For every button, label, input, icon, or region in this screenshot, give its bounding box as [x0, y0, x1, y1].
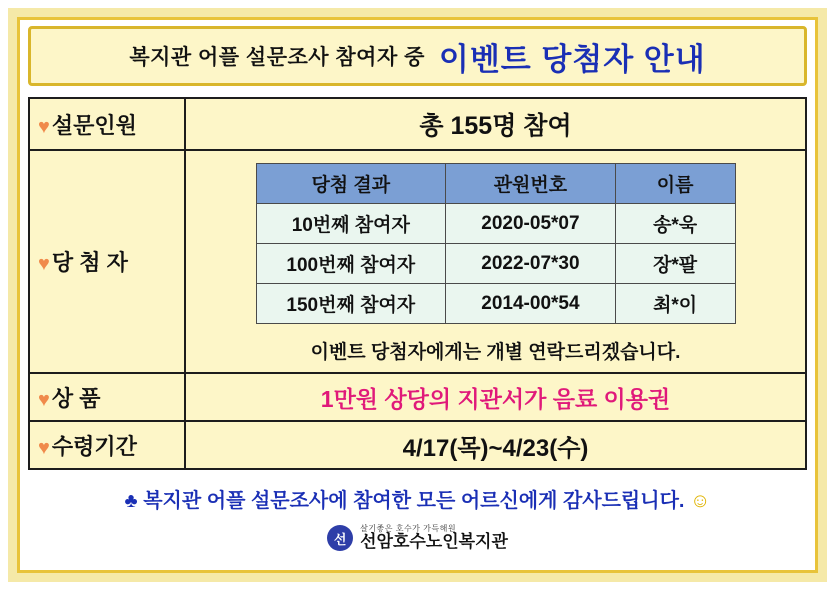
row-period	[29, 421, 806, 469]
winners-col-result: 당첨 결과	[256, 164, 446, 204]
logo-name: 선암호수노인복지관	[360, 532, 508, 552]
value-period: 4/17(목)~4/23(수)	[185, 421, 806, 469]
cell-name: 최*이	[615, 284, 735, 324]
logo-emblem-icon: 선	[327, 525, 353, 551]
row-survey-count	[29, 98, 806, 150]
logo-text-group	[360, 525, 508, 551]
footer-message-row	[28, 484, 807, 513]
label-period-text: 수령기간	[51, 433, 137, 459]
table-row	[256, 244, 735, 284]
label-period	[29, 421, 185, 469]
cell-membernum: 2020-05*07	[446, 204, 616, 244]
winners-col-membernum: 관원번호	[446, 164, 616, 204]
label-survey-count	[29, 98, 185, 150]
row-winners	[29, 150, 806, 373]
label-prize	[29, 373, 185, 421]
label-winners-text: 당 첨 자	[51, 250, 128, 275]
winners-col-name: 이름	[615, 164, 735, 204]
organization-logo	[28, 525, 807, 551]
logo-tagline: 살기좋은 호수가 가득해원	[360, 524, 457, 533]
title-banner	[28, 26, 807, 86]
value-prize: 1만원 상당의 지관서가 음료 이용권	[185, 373, 806, 421]
row-prize	[29, 373, 806, 421]
label-prize-text: 상 품	[51, 385, 101, 411]
clover-icon: ♣	[124, 490, 138, 512]
cell-result: 100번째 참여자	[256, 244, 446, 284]
table-row	[256, 284, 735, 324]
heart-icon: ♥	[38, 388, 50, 411]
table-row	[256, 204, 735, 244]
heart-icon: ♥	[38, 253, 50, 275]
winners-table	[256, 163, 736, 324]
cell-membernum: 2014-00*54	[446, 284, 616, 324]
winners-cell	[185, 150, 806, 373]
title-lead-text: 복지관 어플 설문조사 참여자 중	[129, 46, 425, 69]
main-info-table	[28, 97, 807, 470]
winners-note: 이벤트 당첨자에게는 개별 연락드리겠습니다.	[310, 342, 681, 363]
label-survey-count-text: 설문인원	[51, 112, 137, 138]
cell-name: 장*팔	[615, 244, 735, 284]
value-survey-count: 총 155명 참여	[185, 98, 806, 150]
cell-name: 송*욱	[615, 204, 735, 244]
cell-membernum: 2022-07*30	[446, 244, 616, 284]
footer-message-text: 복지관 어플 설문조사에 참여한 모든 어르신에게 감사드립니다.	[143, 490, 685, 512]
heart-icon: ♥	[38, 115, 50, 138]
smiley-icon: ☺	[690, 490, 711, 512]
winners-box	[186, 151, 805, 372]
cell-result: 150번째 참여자	[256, 284, 446, 324]
label-winners	[29, 150, 185, 373]
poster-content	[28, 26, 807, 564]
title-highlight-text: 이벤트 당첨자 안내	[438, 41, 706, 77]
cell-result: 10번째 참여자	[256, 204, 446, 244]
heart-icon: ♥	[38, 436, 50, 459]
winners-table-header-row	[256, 164, 735, 204]
